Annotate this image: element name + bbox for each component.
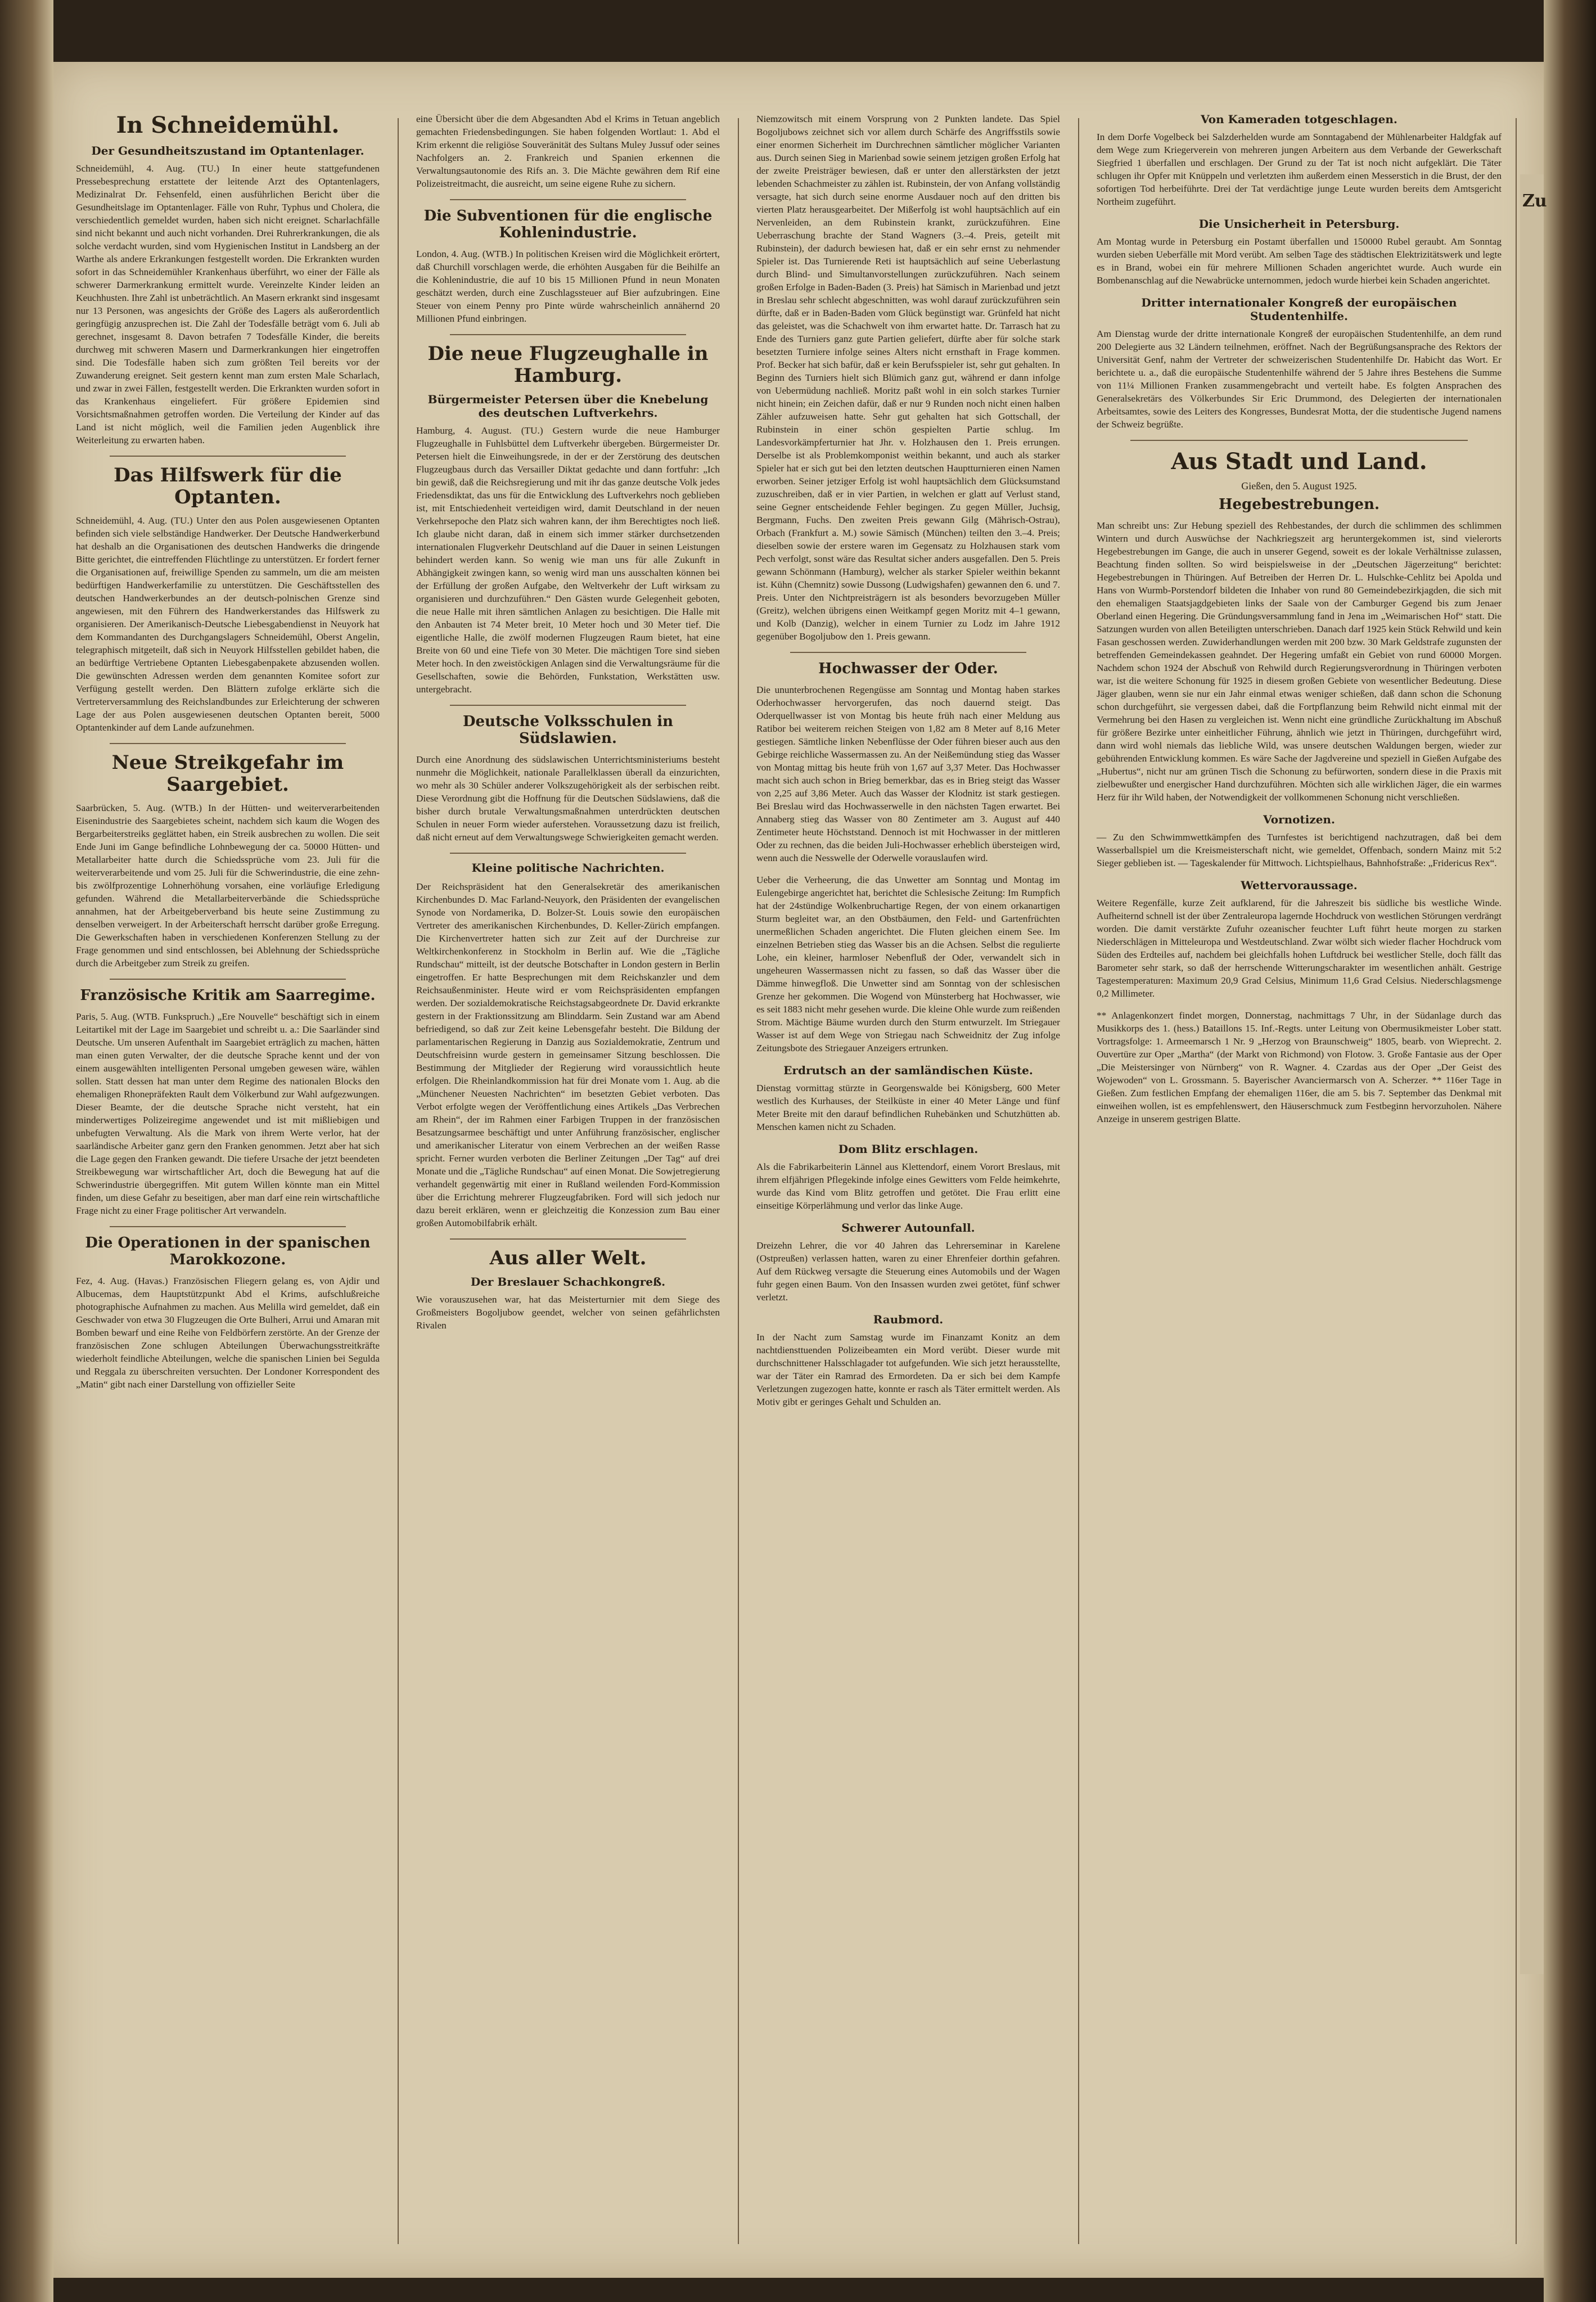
subheadline: Schwerer Autounfall. bbox=[841, 1220, 975, 1235]
article-flugzeughalle bbox=[416, 343, 720, 696]
article-body: ** Anlagenkonzert findet morgen, Donnerstag, nachmittags 7 Uhr, in der Südanlage durch das Musikkorps des 1. (hess.) Bataillons 15. Inf.-Regts. unter Leitung von Obermusikmeister Lober statt. Vortragsfolge: 1. Armeemarsch 1 Nr. 9 „Herzog von Braunschweig“ 1805, bearb. von Wieprecht. 2. Ouvertüre zur Oper „Martha“ (der Markt von Richmond) von Flotow. 3. Große Fantasie aus der Oper „Die Meistersinger von Nürnberg“ von R. Wagner. 4. Czardas aus der Oper „Der Geist des Wojewoden“ von L. Grossmann. 5. Bayerischer Avanciermarsch von A. Scherzer. ** 116er Tage in Gießen. Zum festlichen Empfang der ehemaligen 116er, die am 5. bis 7. September das Denkmal mit einweihen wollen, ist es empfehlenswert, den Häuserschmuck zum Festbeginn hervorzuholen. Nähere Anzeige in unserem gestrigen Blatte. bbox=[1097, 1010, 1502, 1124]
article-hegebestrebungen bbox=[1097, 497, 1502, 804]
article-body: Wie vorauszusehen war, hat das Meisterturnier mit dem Siege des Großmeisters Bogoljubow geendet, welcher von seinen gefährlichsten Rivalen bbox=[416, 1294, 720, 1331]
article-body: Am Dienstag wurde der dritte internationale Kongreß der europäischen Studentenhilfe, an dem rund 200 Delegierte aus 32 Ländern teilnehmen, eröffnet. Nach der Begrüßungsansprache des Rektors der Universität Genf, nahm der Vertreter der schweizerischen Studentenhilfe Dr. Habicht das Wort. Er berichtete u. a., daß die europäische Studentenhilfe während der 5 Jahre ihres Bestehens die Summe von 11¼ Millionen Franken zusammengebracht und verteilt habe. Es folgten Ansprachen des Generalsekretärs des Völkerbundes Sir Eric Drummond, des Delegierten der internationalen Arbeitsamtes, sowie des Leiters des Kongresses, Bundesrat Motta, der die studentische Jugend namens der Schweiz begrüßte. bbox=[1097, 328, 1502, 430]
article-body: Schneidemühl, 4. Aug. (TU.) In einer heute stattgefundenen Pressebesprechung erstattete der leitende Arzt des Optantenlagers, Medizinalrat Dr. Fehsenfeld, einen ausführlichen Bericht über die Gesundheitslage im Optantenlager. Fälle von Ruhr, Typhus und Cholera, die verschiedentlich gemeldet wurden, haben sich nicht ereignet. Scharlachfälle sind nicht bekannt und auch nicht vorhanden. Drei Ruhrerkrankungen, die als solche verdacht wurden, sind vom Hygienischen Institut in Landsberg an der Warthe als andere Erkrankungen festgestellt worden. Die Erkrankten wurden sofort in das Schneidemühler Krankenhaus überführt, wo einer der Fälle als schwerer Darmerkrankung ermittelt wurde. Vereinzelte Kinder leiden an Keuchhusten. Ihre Zahl ist unbeträchtlich. An Masern erkrankt sind insgesamt nur 13 Personen, was angesichts der Größe des Lagers als außerordentlich geringfügig anzusprechen ist. Die Zahl der Todesfälle beträgt vom 6. Juli ab gerechnet, insgesamt 8. Davon betrafen 7 Todesfälle Kinder, die bereits durchweg mit schweren Masern und Darmerkrankungen hier eingetroffen sind. Die Todesfälle haben sich zum größten Teil bereits vor der Zuwanderung ereignet. Seit gestern kennt man zum ersten Male Scharlach, und zwar in zwei Fällen, festgestellt werden. Die Erkrankten wurden sofort in das Krankenhaus eingeliefert. Für größere Epidemien sind Vorsichtsmaßnahmen getroffen worden. Die Verteilung der Kinder auf das Land ist nicht möglich, weil die Familien jeden Augenblick ihre Weiterleitung zu erwarten haben. bbox=[76, 163, 380, 445]
article-body: Paris, 5. Aug. (WTB. Funkspruch.) „Ere Nouvelle“ beschäftigt sich in einem Leitartikel mit der Lage im Saargebiet und schreibt u. a.: Die Saarländer sind Deutsche. Um unseren Aufenthalt im Saargebiet erträglich zu machen, hätten man einen guten Verwalter, der die deutsche Sprache kennt und der von einem ausgewählten intelligenten Personal umgeben gewesen wäre, wählen sollen. Statt dessen hat man unter dem Regime des nationalen Blocks den ehemaligen Rhonepräfekten Rault dem Völkerbund zur Wahl aufgezwungen. Dieser Beamte, der die deutsche Sprache nicht versteht, hat ein minderwertiges Polizeiregime angewendet und ist mit mißliebigen und unbefugten Verwaltung. Als die Mark von ihrem Werte verlor, hat der saarländische Arbeiter ganz gern den Franken genommen. Jetzt aber hat sich die Lage gegen den Franken gewandt. Die tiefere Ursache der jetzt beendeten Streikbewegung war wirtschaftlicher Art, doch die Bewegung hat auf die Schwerindustrie übergegriffen. Mit gutem Willen könnte man ein Mittel finden, um diese Gefahr zu beseitigen, aber man darf eine rein wirtschaftliche Frage nicht zu einer Frage politischer Art verwandeln. bbox=[76, 1011, 380, 1217]
separator bbox=[1130, 440, 1468, 441]
column-1 bbox=[76, 112, 380, 2250]
article-saarregime bbox=[76, 988, 380, 1217]
separator bbox=[110, 743, 346, 744]
article-body: Schneidemühl, 4. Aug. (TU.) Unter den aus Polen ausgewiesenen Optanten befinden sich viele selbständige Handwerker. Der Deutsche Handwerkerbund hat deshalb an die Organisationen des deutschen Handwerks die dringende Bitte gerichtet, die eintreffenden Flüchtlinge zu unterstützen. Er fordert ferner die Organisationen auf, freiwillige Spenden zu sammeln, um die am meisten bedürftigen Handwerkerfamilie zu unterstützen. Die Geschäftsstellen des deutschen Handwerkerbundes an der deutsch-polnischen Grenze sind angewiesen, mit den Führern des Handwerkerstandes das Hilfswerk zu organisieren. Der Amerikanisch-Deutsche Liebesgabendienst in Neuyork hat dem Kommandanten des Durchgangslagers Schneidemühl, Oberst Angelin, telegraphisch mitgeteilt, daß sich in Neuyork Hilfsstellen gebildet haben, die an bedürftige Vertriebene Optanten Liebesgabenpakete abzusenden wollen. Die gewünschten Adressen werden dem genannten Komitee sofort zur Verfügung gestellt werden. Den Blättern zufolge erklärte sich die Vertreterversammlung des Reichslandbundes zur Erleichterung der schweren Lage der aus Polen ausgewiesenen deutschen Optanten bereit, 5000 Optantenkinder auf dem Lande aufzunehmen. bbox=[76, 515, 380, 733]
article-erdrutsch bbox=[756, 1064, 1060, 1133]
article-body: Saarbrücken, 5. Aug. (WTB.) In der Hütten- und weiterverarbeitenden Eisenindustrie des Saargebietes scheint, nachdem sich kaum die Wogen des Bergarbeiterstreiks geglättet haben, ein Streik ausbrechen zu wollen. Die seit Ende Juni im Gange befindliche Lohnbewegung der ca. 50000 Hütten- und Metallarbeiter hatte durch die Schiedssprüche vom 23. Juli für die weiterverarbeitende und vom 25. Juli für die Schwerindustrie, die eine zehn- bis zwölfprozentige Lohnerhöhung vorsahen, eine vorläufige Erledigung gefunden. Während die Metallarbeiterverbände die Schiedssprüche annahmen, hat der Arbeitgeberverband bis heute seine Zustimmung zu denselben verweigert. In der Arbeiterschaft herrscht darüber große Erregung. Die Gewerkschaften haben in verschiedenen Konferenzen Stellung zu der Frage genommen und sind entschlossen, bei Ablehnung der Schiedssprüche durch die Arbeitgeber zum Streik zu greifen. bbox=[76, 803, 380, 969]
separator bbox=[450, 199, 686, 200]
subheadline: Bürgermeister Petersen über die Knebelung des deutschen Luftverkehrs. bbox=[427, 392, 709, 420]
next-page-fragment: Zu bbox=[1522, 191, 1547, 211]
article-body: Dreizehn Lehrer, die vor 40 Jahren das Lehrerseminar in Karelene (Ostpreußen) verlassen hatten, waren zu einer Ehrenfeier dorthin gefahren. Auf dem Rückweg versagte die Steuerung eines Automobils und der Wagen fuhr gegen einen Baum. Von den Insassen wurden zwei getötet, fünf schwer verletzt. bbox=[756, 1240, 1060, 1303]
article-autounfall bbox=[756, 1221, 1060, 1304]
book-binding-left bbox=[0, 0, 53, 2302]
article-volksschulen bbox=[416, 714, 720, 844]
headline: Hochwasser der Oder. bbox=[818, 660, 998, 677]
article-body: — Zu den Schwimmwettkämpfen des Turnfestes ist berichtigend nachzutragen, daß bei dem Wasserballspiel um die Kreismeisterschaft nicht, wie gemeldet, Offenbach, sondern Mainz mit 5:2 Sieger geblieben ist. — Tageskalender für Mittwoch. Lichtspielhaus, Bahnhofstraße: „Fridericus Rex“. bbox=[1097, 831, 1502, 868]
headline: Die neue Flugzeughalle in Hamburg. bbox=[427, 342, 709, 387]
newspaper-page bbox=[53, 62, 1547, 2278]
article-vornotizen bbox=[1097, 813, 1502, 870]
column-rule bbox=[738, 118, 739, 2244]
article-studentenhilfe bbox=[1097, 296, 1502, 431]
headline: Neue Streikgefahr im Saargebiet. bbox=[111, 751, 344, 796]
article-body: London, 4. Aug. (WTB.) In politischen Kreisen wird die Möglichkeit erörtert, daß Churchill vorschlagen werde, die erhöhten Ausgaben für die Beihilfe an die Kohlenindustrie, die auf 10 bis 15 Millionen Pfund in neun Monaten geschätzt werden, durch eine Zuschlagssteuer auf Bier aufzubringen. Eine Steuer von einem Penny pro Pinte würde wahrscheinlich annähernd 20 Millionen Pfund einbringen. bbox=[416, 248, 720, 324]
headline: In Schneidemühl. bbox=[116, 112, 340, 138]
subheadline: Vornotizen. bbox=[1263, 812, 1335, 826]
headline: Aus aller Welt. bbox=[489, 1246, 647, 1269]
article-body: Ueber die Verheerung, die das Unwetter am Sonntag und Montag im Eulengebirge angerichtet hat, berichtet die Schlesische Zeitung: Im Rumpfich hat der 24stündige Wolkenbruchartige Regen, der von einem orkanartigen Sturm begleitet war, an den Obstbäumen, den Feld- und Gartenfrüchten unermeßlichen Schaden angerichtet. Die Fluten gleichen einem See. Im einzelnen Betrieben stieg das Wasser bis an die Achsen. Selbst die regulierte Lohe, ein kleiner, harmloser Nebenfluß der Oder, verwandelt sich in ungeheuren Wassermassen nicht zu fassen, so daß das Wasser über die Dämme hinwegfloß. Die Unwetter sind am Sonntag von der schlesischen Grenze her gekommen. Die Wogend von Münsterberg hat Hochwasser, wie es seit 1883 nicht mehr gesehen wurde. Die kleine Ohle wurde zum reißenden Strom. Mächtige Bäume wurden durch den Sturm entwurzelt. Im Striegauer Wasser ist auf dem Wege von Striegau nach Schweidnitz der Zug infolge Zeitungsbote des Striegauer Anzeigers ertrunken. bbox=[756, 874, 1060, 1053]
article-body: Als die Fabrikarbeiterin Lännel aus Klettendorf, einem Vorort Breslaus, mit ihrem elfjährigen Pflegekinde infolge eines Gewitters vom Felde heimkehrte, wurde das Kind vom Blitz getroffen und getötet. Die Frau erlitt eine einseitige Körperlähmung und verlor das linke Auge. bbox=[756, 1161, 1060, 1211]
article-body: Durch eine Anordnung des südslawischen Unterrichtsministeriums besteht nunmehr die Möglichkeit, nationale Parallelklassen überall da einzurichten, wo mehr als 30 Schüler anderer Volkszugehörigkeit als der serbischen reibt. Diese Verordnung gibt die Hoffnung für die Deutschen Südslawiens, daß die bisher durch brutale Verwaltungsmaßnahmen unterdrückten deutschen Schulen in neuer Form wieder auferstehen. Voraussetzung dazu ist freilich, daß nicht erneut auf dem Verwaltungswege Schwierigkeiten gemacht werden. bbox=[416, 754, 720, 843]
article-body: Man schreibt uns: Zur Hebung speziell des Rehbestandes, der durch die schlimmen des schlimmen Wintern und durch Auswüchse der Nachkriegszeit arg heruntergekommen ist, sind vielerorts Hegebestrebungen im Gange, die auch in unserer Gegend, soweit es der lokale Verhältnisse zulassen, Beachtung finden sollten. So wird beispielsweise in der „Deutschen Jägerzeitung“ berichtet: Hegebestrebungen in Thüringen. Auf Betreiben der Herren Dr. L. Hulschke-Cehlitz bei Apolda und Hans von Wurmb-Porstendorf bildeten die Inhaber von rund 80 Gemeindebezirkjagden, die sich mit den ehemaligen Staatsjagdgebieten links der Saale von der Camburger Gegend bis zum Jenaer Oberland einen Hegering. Die Gründungsversammlung fand in Jena im „Weimarischen Hof“ statt. Die Satzungen wurden von allen Beteiligten unterschrieben. Danach darf 1925 kein Stück Rehwild und kein Fasan geschossen werden. Zuwiderhandlungen werden mit 200 bzw. 30 Mark Geldstrafe zugunsten der betreffenden Gemeindekassen geahndet. Der Hegering umfaßt ein Gebiet von rund 60000 Morgen. Nachdem schon 1924 der Abschuß von Rehwild durch Regierungsverordnung in Thüringen verboten war, ist die weitere Schonung für 1925 in diesem großen Gebiete von wesentlicher Bedeutung. Diese Jäger glauben, wenn sie nur ein Jahr einmal etwas weniger schießen, daß dann schon die Schonung schon durchgeführt, sie vergessen dabei, daß die Fortpflanzung beim Rehwild nicht einmal mit der Vermehrung bei den Hasen zu vergleichen ist. Wenn nicht eine gründliche Zurückhaltung im Abschuß für größere Bezirke unter einheitlicher Führung, ähnlich wie jetzt in Thüringen, durchgeführt wird, dann wird wohl niemals das liebliche Wild, was unsere deutschen Waldungen bergen, wieder zur gebührenden Entwicklung kommen. Es wäre Sache der Jagdvereine und speziell in Gießen Aufgabe des „Hubertus“, nicht nur am grünen Tisch die Schonung zu befürworten, sondern diese in die Praxis mit zielbewußter und energischer Hand durchzuführen. Möchten sich alle wirklichen Jäger, die ein warmes Herz für ihr Wild haben, der Notwendigkeit der vollkommenen Schonung nicht verschließen. bbox=[1097, 520, 1502, 803]
article-body: eine Übersicht über die dem Abgesandten Abd el Krims in Tetuan angeblich gemachten Friedensbedingungen. Sie haben folgenden Wortlaut: 1. Abd el Krim erkennt die religiöse Souveränität des Sultans Muley Jussuf oder seines Nachfolgers an. 2. Frankreich und Spanien erkennen die Verwaltungsautonomie des Rifs an. 3. Die Mächte gewähren dem Rif eine Polizeistreitmacht, die ausreicht, um seine eigene Ruhe zu sichern. bbox=[416, 114, 720, 189]
separator bbox=[450, 334, 686, 335]
article-marokko bbox=[76, 1235, 380, 1391]
dateline: Gießen, den 5. August 1925. bbox=[1241, 480, 1357, 492]
section-title: Aus Stadt und Land. bbox=[1171, 448, 1427, 475]
headline: Die Subventionen für die englische Kohlenindustrie. bbox=[423, 208, 713, 241]
article-hilfswerk bbox=[76, 465, 380, 734]
article-body: Fez, 4. Aug. (Havas.) Französischen Fliegern gelang es, von Ajdir und Albucemas, dem Hauptstützpunkt Abd el Krims, aufschlußreiche photographische Aufnahmen zu machen. Aus Melilla wird gemeldet, daß ein Geschwader von etwa 30 Flugzeugen die Orte Bulheri, Arrui und Amaran mit Bomben bewarf und eine Reihe von Feldbörfern zerstörte. An der Grenze der französischen Zone schlugen Abteilungen Überwachungsstreitkräfte wiederholt feindliche Abteilungen, welche die spanischen Linien bei Segulda und Reggala zu überschreiten versuchten. Der Londoner Korrespondent des „Matin“ gibt nach einer Darstellung von offizieller Seite bbox=[76, 1276, 380, 1390]
article-body: Dienstag vormittag stürzte in Georgenswalde bei Königsberg, 600 Meter westlich des Kurhauses, der Steilküste in einer 40 Meter Länge und fünf Meter Breite mit den darauf befindlichen Ruhebänken und Schutzhütten ab. Menschen kamen nicht zu Schaden. bbox=[756, 1082, 1060, 1132]
article-blitz bbox=[756, 1142, 1060, 1212]
article-aus-aller-welt bbox=[416, 1247, 720, 1332]
article-anlagenkonzert bbox=[1097, 1009, 1502, 1125]
column-3 bbox=[756, 112, 1060, 2250]
article-kameraden bbox=[1097, 112, 1502, 208]
article-kleine-nachrichten bbox=[416, 862, 720, 1229]
separator bbox=[110, 456, 346, 457]
subheadline: Dritter internationaler Kongreß der europäischen Studentenhilfe. bbox=[1141, 296, 1457, 323]
separator bbox=[450, 853, 686, 854]
column-rule bbox=[1078, 118, 1079, 2244]
article-continuation bbox=[416, 112, 720, 190]
headline: Die Operationen in der spanischen Marokkozone. bbox=[85, 1235, 371, 1269]
subheadline: Von Kameraden totgeschlagen. bbox=[1201, 112, 1397, 126]
column-rule bbox=[1516, 118, 1517, 2244]
subheadline: Der Breslauer Schachkongreß. bbox=[470, 1274, 666, 1289]
article-schneidemuehl bbox=[76, 112, 380, 447]
column-rule bbox=[398, 118, 399, 2244]
article-saargebiet bbox=[76, 752, 380, 970]
column-4 bbox=[1097, 112, 1502, 2250]
book-binding-right bbox=[1544, 0, 1596, 2302]
column-2 bbox=[416, 112, 720, 2250]
separator bbox=[450, 705, 686, 706]
subheadline: Wettervoraussage. bbox=[1241, 878, 1358, 892]
headline: Deutsche Volksschulen in Südslawien. bbox=[462, 713, 674, 747]
article-body: In der Nacht zum Samstag wurde im Finanzamt Konitz an dem nachtdiensttuenden Polizeibeamten ein Mord verübt. Dieser wurde mit durchschnittener Halsschlagader tot aufgefunden. Wie sich jetzt herausstellte, war der Täter ein Ramrad des Ermordeten. Da er sich bei dem Kampfe Verletzungen zugezogen hatte, konnte er rasch als Täter ermittelt werden. Als Motiv gibt er geringes Gehalt und Schulden an. bbox=[756, 1331, 1060, 1407]
article-body: Die ununterbrochenen Regengüsse am Sonntag und Montag haben starkes Oderhochwasser hervorgerufen, das noch dauernd steigt. Das Oderquellwasser ist von Montag bis heute früh nach einer Meldung aus Ratibor bei weiterem reichen Steigen von 1,82 am 8 Meter auf 8,16 Meter gestiegen. Sämtliche linken Nebenflüsse der Oder führen bieser auch aus den Gebirge reichliche Wassermassen zu. An der Neißemündung stieg das Wasser von Montag mittag bis heute früh von 1,67 auf 3,37 Meter. Das Hochwasser macht sich auch schon in Brieg bemerkbar, das es in Brieg steigt das Wasser von 2,25 auf 3,86 Meter. Auch das Wasser der Klodnitz ist stark gestiegen. Bei Breslau wird das Hochwasserwelle in den nächsten Tagen erwartet. Bei Annaberg stieg das Wasser von 80 Zentimeter am 3. August auf 440 Zentimeter heute Höchststand. Dennoch ist mit Hochwasser in der mittleren Oder zu rechnen, das die beiden Juli-Hochwasser erheblich übersteigen wird, wenn auch die Nesswelle der Oderwelle vorauslaufen wird. bbox=[756, 684, 1060, 863]
article-unwetter bbox=[756, 873, 1060, 1055]
separator bbox=[790, 652, 1026, 653]
subheadline: Raubmord. bbox=[873, 1312, 944, 1326]
article-hochwasser bbox=[756, 661, 1060, 864]
article-kohlenindustrie bbox=[416, 208, 720, 325]
separator bbox=[110, 1226, 346, 1227]
next-page-strip bbox=[1520, 174, 1547, 1974]
separator bbox=[450, 1238, 686, 1240]
article-wetter bbox=[1097, 879, 1502, 1000]
article-schach-continuation bbox=[756, 112, 1060, 643]
headline: Das Hilfswerk für die Optanten. bbox=[114, 464, 342, 509]
subheadline: Dom Blitz erschlagen. bbox=[838, 1142, 979, 1156]
subheadline: Die Unsicherheit in Petersburg. bbox=[1198, 217, 1400, 231]
subheadline: Der Gesundheitszustand im Optantenlager. bbox=[91, 144, 364, 157]
article-body: Weitere Regenfälle, kurze Zeit aufklarend, für die Jahreszeit bis südliche bis westliche Winde. Aufheiternd schnell ist der über Zentraleuropa lagernde Hochdruck von westlichen Störungen verdrängt worden. Die damit verstärkte Zufuhr ozeanischer feuchter Luft führt heute morgen zu starken Niederschlägen in Mitteleuropa und Westdeutschland. Zwar wölbt sich wieder flacher Hochdruck vom Süden des Erdteiles auf, nachdem bei gleichfalls hohen Luftdruck bei westlicher Stelle, doch fällt das Barometer sehr stark, so daß der herrschende Witterungscharakter im wesentlichen anhält. Gestrige Tagestemperaturen: Maximum 20,9 Grad Celsius, Minimum 11,6 Grad Celsius. Niederschlagsmenge 0,2 Millimeter. bbox=[1097, 897, 1502, 999]
article-body: Niemzowitsch mit einem Vorsprung von 2 Punkten landete. Das Spiel Bogoljubows zeichnet sich vor allem durch Schärfe des Angriffsstils sowie einer enormen Sicherheit im Durchrechnen sämtlicher möglicher Varianten aus. Durch seinen Sieg in Marienbad sowie seinem jetzigen großen Erfolg hat der zweite Preisträger bewiesen, daß er unter den allerstärksten der jetzt lebenden Schachmeister zu zählen ist. Rubinstein, der von Anfang vollständig versagte, hat sich durch seine enorme Ausdauer noch auf den dritten bis vierten Platz herausgearbeitet. Der Mißerfolg ist wohl hauptsächlich auf ein Nervenleiden, an dem Rubinstein krankt, zurückzuführen. Eine Ueberraschung brachte der Stand Wagners (3.–4. Preis, geteilt mit Rubinstein), der dadurch bewiesen hat, daß er ein sehr ernst zu nehmender Spieler ist. Das Turnierende Reti ist hauptsächlich auf seine Ueberlastung durch Blind- und Simultanvorstellungen zurückzuführen. Nach seinem großen Erfolge in Baden-Baden (3. Preis) hat Sämisch in Marienbad und jetzt in Breslau sehr schlecht abgeschnitten, was wohl darauf zurückzuführen sein dürfte, daß er in Baden-Baden vom Glück begünstigt war. Grünfeld hat nicht das geleistet, was die Schachwelt von ihm erwartet hatte. Dr. Tarrasch hat zu Ende des Turniers ganz gute Partien geliefert, dürfte aber für solche stark besetzten Turniere infolge seines Alters nicht ernsthaft in Frage kommen. Prof. Becker hat sich bafür, daß er kein Berufsspieler ist, sehr gut gehalten. In Beginn des Turniers hielt sich Blümich ganz gut, während er dann infolge von Uebermüdung nachließ. Moritz paßt wohl in ein solch starkes Turnier nicht hinein; ein Zeichen dafür, daß er nur 9 Runden noch nicht einen halben Zähler aufzuweisen hatte. Sehr gut gehalten hat sich Gottschall, der Rubinstein in einer schön gespielten Partie schlug. Im Landesvorkämpferturnier hat Jhr. v. Holzhausen den 1. Preis errungen. Derselbe ist als Problemkomponist weithin bekannt, und auch als starker Spieler hat er sich gut bei den letzten deutschen Hauptturnieren einen Namen erworben. Seiner jetziger Erfolg ist wohl hauptsächlich dem Glücksumstand zuzuschreiben, daß er in vier Partien, in welchen er glatt auf Verlust stand, seine Gegner entscheidende Fehler begingen. Zu gegen Müller, Juchsig, Bergmann, Fuchs. Den zweiten Preis gewann Gilg (Mährisch-Ostrau), Orbach (Frankfurt a. M.) sowie Sämisch (München) teilten den 3.–4. Preis; dieselben sowie der erstere waren im Gegensatz zu Holzhausen stark vom Pech verfolgt, sonst wäre das Resultat sicher anders ausgefallen. Den 5. Preis gewann Schönmann (Hamburg), welcher als starker Spieler weithin bekannt ist. Kühn (Chemnitz) sowie Dussong (Ludwigshafen) gewannen den 6. und 7. Preis. Unter den Nichtpreisträgern ist als besonders bevorzugeben Müller (Greitz), welchen übrigens einen Weitkampf gegen Moritz mit 4–1 gewann, und Kolb (Danzig), welcher in einem Turnier zu Lodz im Jahre 1912 gegenüber Bogoljubow den 1. Preis gewann. bbox=[756, 114, 1060, 642]
article-body: Der Reichspräsident hat den Generalsekretär des amerikanischen Kirchenbundes D. Mac Farland-Neuyork, den Präsidenten der evangelischen Synode von Nordamerika, D. Bolzer-St. Louis sowie den europäischen Vertreter des amerikanischen Kirchenbundes, D. Keller-Zürich empfangen. Die Kirchenvertreter hatten sich zur Zeit auf der Durchreise zur Weltkirchenkonferenz in Stockholm in Berlin auf. Wie die „Tägliche Rundschau“ mitteilt, ist der deutsche Botschafter in London gestern in Berlin eingetroffen. Er hatte Besprechungen mit dem Reichskanzler und dem Reichsaußenminister. Heute wird er vom Reichspräsidenten empfangen werden. Der sozialdemokratische Reichstagsabgeordnete Dr. David erkrankte gestern in der Fraktionssitzung am Blinddarm. Sein Zustand war am Abend befriedigend, so daß zur Zeit keine Lebensgefahr besteht. Die Bildung der parlamentarischen Regierung in Danzig aus Sozialdemokratie, Zentrum und Deutschfreisinn wurde gestern in gemeinsamer Sitzung beschlossen. Die Bestimmung der Mitglieder der Regierung wird voraussichtlich heute erfolgen. Die Rheinlandkommission hat für drei Monate vom 1. Aug. ab die „Münchener Neuesten Nachrichten“ im besetzten Gebiet verboten. Das Verbot erfolgte wegen der Veröffentlichung eines Artikels „Das Verbrechen am Rhein“, der im Rahmen einer Farbigen Truppen in der französischen Besatzungsarmee beschäftigt und unter Anführung französischer, englischer und amerikanischer Literatur von einem Verbrechen an der weißen Rasse spricht. Ferner wurden verboten die Berliner Zeitungen „Der Tag“ auf drei Monate und die „Tägliche Rundschau“ auf einen Monat. Die Sowjetregierung verhandelt gegenwärtig mit einer in Rußland weilenden Ford-Kommission über die Errichtung mehrerer Flugzeugfabriken. Ford will sich jedoch nur dazu bereit erklären, wenn er gleichzeitig die Konzession zum Bau einer großen Automobilfabrik erhält. bbox=[416, 881, 720, 1228]
headline: Französische Kritik am Saarregime. bbox=[80, 987, 376, 1004]
article-body: In dem Dorfe Vogelbeck bei Salzderhelden wurde am Sonntagabend der Mühlenarbeiter Haldgfak auf dem Wege zum Kriegerverein von mehreren jungen Arbeitern aus dem Verbande der Gewerkschaft Siegfried 1 überfallen und erschlagen. Der Grund zu der Tat ist noch nicht aufgeklärt. Die Täter schlugen ihr Opfer mit Knüppeln und verletzten ihm außerdem einen Messerstich in die Brust, der den sofortigen Tod herbeiführte. Drei der Tat verdächtige junge Leute wurden bereits dem Amtsgericht Northeim zugeführt. bbox=[1097, 132, 1502, 207]
article-body: Am Montag wurde in Petersburg ein Postamt überfallen und 150000 Rubel geraubt. Am Sonntag wurden sieben Ueberfälle mit Mord verübt. Am selben Tage des städtischen Elektrizitätswerk und legte es in Brand, wobei ein für mehrere Millionen Schaden angerichtet wurde. Auch wurde ein Bombenanschlag auf die Newabrücke unternommen, jedoch wurde hierbei kein Schaden angerichtet. bbox=[1097, 236, 1502, 286]
headline: Hegebestrebungen. bbox=[1218, 496, 1380, 513]
article-petersburg bbox=[1097, 217, 1502, 287]
subheadline: Erdrutsch an der samländischen Küste. bbox=[783, 1063, 1033, 1077]
article-body: Hamburg, 4. August. (TU.) Gestern wurde die neue Hamburger Flugzeughalle in Fuhlsbüttel dem Luftverkehr übergeben. Bürgermeister Dr. Petersen hielt die Einweihungsrede, in der er der Zerstörung des deutschen Flugzeugbaus durch das Versailler Diktat gedachte und dann fortfuhr: „Ich bin gewiß, daß die Reichsregierung und mit ihr das ganze deutsche Volk jedes Friedensdiktat, das uns für die Entwicklung des Luftverkehrs noch geblieben ist, mit Entschiedenheit verteidigen wird, damit Deutschland in der neuen Verkehrsepoche den Platz sich wahren kann, der ihm Berechtigtes noch ließ. Ich glaube nicht daran, daß in einem sich immer stärker durchsetzenden internationalen Flugverkehr Deutschland auf die Dauer in seinen Leistungen behindert werden kann. So wenig wie man uns für alle Zukunft in Abhängigkeit zwingen kann, so wenig wird man uns ausschalten können bei der Erfüllung der großen Aufgabe, den Weltverkehr der Luft wirksam zu organisieren und durchzuführen.“ Den Gästen wurde Gelegenheit geboten, die neue Halle mit ihren sämtlichen Anlagen zu besichtigen. Die Halle mit den Anbauten ist 74 Meter breit, 10 Meter hoch und 30 Meter tief. Die eigentliche Halle, die zwölf modernen Flugzeugen Raum bietet, hat eine Breite von 60 und eine Tiefe von 30 Meter. Die mächtigen Tore sind sieben Meter hoch. In den zweistöckigen Anlagen sind die Verwaltungsräume für die Gesellschaften, sowie die Behörden, Funkstation, Werkstätten usw. untergebracht. bbox=[416, 425, 720, 695]
article-raubmord bbox=[756, 1313, 1060, 1408]
separator bbox=[110, 979, 346, 980]
headline: Kleine politische Nachrichten. bbox=[471, 861, 665, 875]
